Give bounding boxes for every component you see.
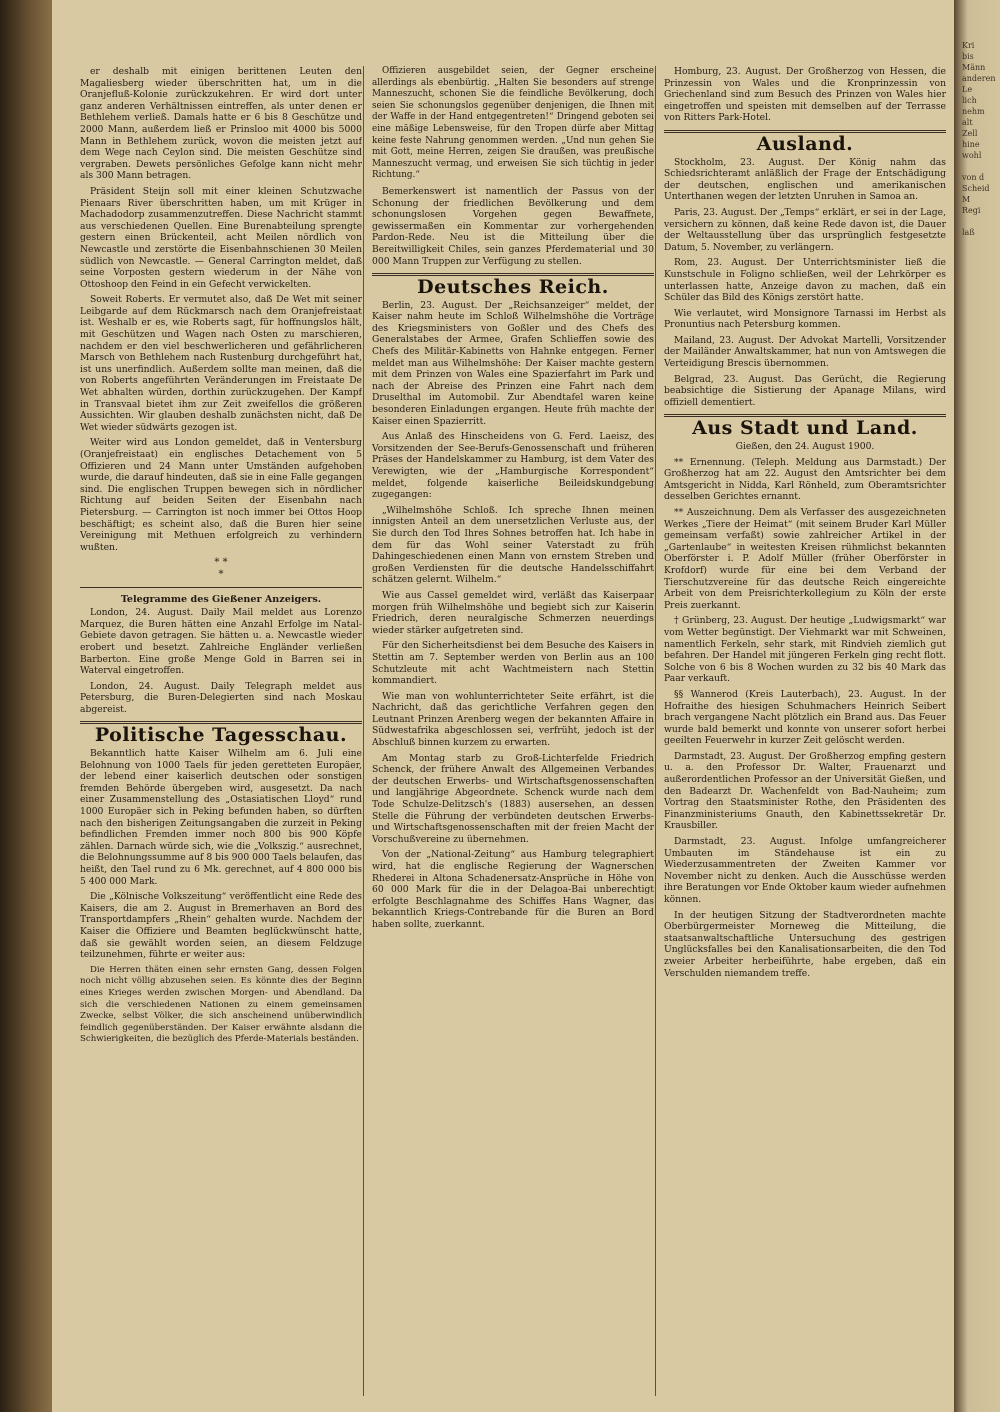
article-paragraph: Bemerkenswert ist namentlich der Passus von der Schonung der friedlichen Bevölkerung und dem schonungslosen Vorgehen gegen Bewaffnete, gewissermaßen ein Kommentar zur vorhergehenden Pardon-Rede. Neu ist die Mitteilung über die Bereitwilligkeit Chiles, sein ganzes Pferdematerial und 30 000 Mann Truppen zur Verfügung zu stellen. [372,185,654,267]
telegram-heading: Telegramme des Gießener Anzeigers. [120,593,322,605]
column-1 [80,66,362,1396]
article-paragraph: Präsident Steijn soll mit einer kleinen Schutzwache Pienaars River überschritten haben, um mit Krüger in Machadodorp zusammenzutreffen. Diese Nachricht stammt aus verschiedenen Quellen. Eine Burenabteilung sprengte gestern einen Brückenteil, acht Meilen nördlich von Newcastle und zerstörte die Eisenbahnschienen 30 Meilen südlich von Newcastle. — General Carrington meldet, daß seine Vorposten gestern wiederum in der Nähe von Ottoshoop den Feind in ein Gefecht verwickelten. [80,185,362,290]
newspaper-page [52,0,954,1412]
article-paragraph: Belgrad, 23. August. Das Gerücht, die Regierung beabsichtige die Sistierung der Apanage Milans, wird offiziell dementiert. [664,373,946,408]
article-paragraph: ** Auszeichnung. Dem als Verfasser des ausgezeichneten Werkes „Tiere der Heimat“ (mit seinem Bruder Karl Müller gemeinsam verfaßt) sowie zahlreicher Artikel in der „Gartenlaube“ in weitesten Kreisen rühmlichst bekannten Oberförster i. P. Adolf Müller (früher Oberförster in Krofdorf) wurde für eine bei dem Verband der Tierschutzvereine für das deutsche Reich eingereichte Arbeit von dem Preisrichterkollegium zu Köln der erste Preis zuerkannt. [664,507,946,611]
column-divider [655,66,656,1396]
article-paragraph: Homburg, 23. August. Der Großherzog von Hessen, die Prinzessin von Wales und die Kronprinzessin von Griechenland sind zum Besuch des Prinzen von Wales hier eingetroffen und speisten mit demselben auf der Terrasse von Ritters Park-Hotel. [664,66,946,124]
article-paragraph: er deshalb mit einigen berittenen Leuten den Magaliesberg wieder überschritten hat, um in die Oranjefluß-Kolonie zurückzukehren. Er wird dort unter ganz anderen Verhältnissen eintreffen, als unter denen er Bethlehem verließ. Damals hatte er 6 bis 8 Geschütze und 2000 Mann, außerdem ließ er Prinsloo mit 4000 bis 5000 Mann in Bethlehem zurück, wovon die meisten jetzt auf dem Wege nach Ceylon sind. Die meisten Geschütze sind vergraben. Dewets persönliches Gefolge kann nicht mehr als 300 Mann betragen. [80,66,362,182]
article-paragraph: Wie man von wohlunterrichteter Seite erfährt, ist die Nachricht, daß das gerichtliche Verfahren gegen den Leutnant Prinzen Arenberg wegen der bekannten Affaire in Südwestafrika abgeschlossen sei, verfrüht, jedoch ist der Abschluß binnen kurzem zu erwarten. [372,690,654,749]
article-paragraph: Rom, 23. August. Der Unterrichtsminister ließ die Kunstschule in Foligno schließen, weil der Lehrkörper es unterlassen hatte, Anzeige davon zu machen, daß ein Schüler das Bild des Königs zerstört hatte. [664,257,946,304]
article-paragraph: Am Montag starb zu Groß-Lichterfelde Friedrich Schenck, der frühere Anwalt des Allgemeinen Verbandes der deutschen Erwerbs- und Wirtschaftsgenossenschaften und langjährige Abgeordnete. Schenck wurde nach dem Tode Schulze-Delitzsch's (1883) ausersehen, an dessen Stelle die Führung der verbündeten deutschen Erwerbs- und Wirtschaftsgenossenschaften mit der freien Macht der Vorschußvereine zu übernehmen. [372,752,654,845]
article-paragraph: ** Ernennung. (Teleph. Meldung aus Darmstadt.) Der Großherzog hat am 22. August den Amtsrichter bei dem Amtsgericht in Nidda, Karl Rönheld, zum Oberamtsrichter desselben Gerichtes ernannt. [664,456,946,503]
article-paragraph: §§ Wannerod (Kreis Lauterbach), 23. August. In der Hofraithe des hiesigen Schuhmachers Heinrich Seibert brach vergangene Nacht plötzlich ein Brand aus. Das Feuer wurde bald bemerkt und konnte von unserer sofort herbei geeilten Feuerwehr in kurzer Zeit gelöscht werden. [664,688,946,747]
article-paragraph: Soweit Roberts. Er vermutet also, daß De Wet mit seiner Leibgarde auf dem Rückmarsch nach dem Oranjefreistaat ist. Weshalb er es, wie Roberts sagt, für hoffnungslos hält, mit Geschützen und Wagen nach Osten zu marschieren, nachdem er den viel beschwerlicheren und gefährlicheren Marsch von Bethlehem nach Rustenburg durchgeführt hat, ist uns unerfindlich. Außerdem sollte man meinen, daß die von Roberts angeführten Veränderungen im Freistaate De Wet abhalten würden, dorthin zurückzugehen. Der Kampf in Transvaal bietet ihm zur Zeit zweifellos die größeren Aussichten. Wir glauben deshalb zunächsten nicht, daß De Wet wieder südwärts gezogen ist. [80,294,362,433]
article-paragraph: Die Herren thäten einen sehr ernsten Gang, dessen Folgen noch nicht völlig abzusehen seien. Es könnte dies der Beginn eines Krieges werden zwischen Morgen- und Abendland. Da sich die verschiedenen Nationen zu einem gemeinsamen Zwecke, selbst Völker, die sich anscheinend unüberwindlich feindlich gegenüberständen. Der Kaiser erwähnte alsdann die Schwierigkeiten, die bezüglich des Pferde-Materials beständen. [80,964,362,1045]
telegram-item: London, 24. August. Daily Telegraph meldet aus Petersburg, die Buren-Delegierten sind nach Moskau abgereist. [80,680,362,715]
article-paragraph: Für den Sicherheitsdienst bei dem Besuche des Kaisers in Stettin am 7. September werden von Berlin aus an 100 Schutzleute mit acht Wachtmeistern nach Stettin kommandiert. [372,640,654,687]
telegram-item: London, 24. August. Daily Mail meldet aus Lorenzo Marquez, die Buren hätten eine Anzahl Erfolge im Natal-Gebiete davon getragen. Sie hätten u. a. Newcastle wieder erobert und besetzt. Zahlreiche Engländer verließen Barberton. Eine große Menge Gold in Barren sei in Waterval eingetroffen. [80,607,362,677]
edge-text-fragment: Kri bis Männ anderen Le lich nehm alt Zell hine wohl von d Scheid M Regi laß [962,41,996,237]
article-paragraph: Weiter wird aus London gemeldet, daß in Ventersburg (Oranjefreistaat) ein englisches Detachement von 5 Offizieren und 24 Mann unter Umständen aufgehoben wurde, die darauf hindeuten, daß sie in eine Falle gegangen sind. Die englischen Truppen bewegen sich in nördlicher Richtung auf beiden Seiten der Eisenbahn nach Pietersburg. — Carrington ist noch immer bei Ottos Hoop beschäftigt; es scheint also, daß die Buren hier seine Vereinigung mit Methuen erfolgreich zu verhindern wußten. [80,437,362,553]
article-paragraph: Bekanntlich hatte Kaiser Wilhelm am 6. Juli eine Belohnung von 1000 Taels für jeden geretteten Europäer, der lebend einer kaiserlich deutschen oder sonstigen fremden Behörde übergeben wird, ausgesetzt. Da nach einer Zusammenstellung des „Ostasiatischen Lloyd“ rund 1000 Europäer sich in Peking befunden haben, so dürften nach den bisherigen Zeitungsangaben die zurzeit in Peking befindlichen Fremden immer noch 800 bis 900 Köpfe zählen. Darnach würde sich, wie die „Volkszig.“ ausrechnet, die Belohnungssumme auf 8 bis 900 000 Taels belaufen, das heißt, den Tael rund zu 6 Mk. gerechnet, auf 4 800 000 bis 5 400 000 Mark. [80,748,362,887]
article-paragraph: Aus Anlaß des Hinscheidens von G. Ferd. Laeisz, des Vorsitzenden der See-Berufs-Genossenschaft und früheren Präses der Handelskammer zu Hamburg, ist dem Vater des Verewigten, wie der „Hamburgische Korrespondent“ meldet, folgende kaiserliche Beileidskundgebung zugegangen: [372,431,654,501]
adjacent-page-edge [954,0,1000,1412]
article-paragraph: Paris, 23. August. Der „Temps“ erklärt, er sei in der Lage, versichern zu können, daß keine Rede davon ist, die Dauer der Weltausstellung über das ursprünglich festgesetzte Datum, 5. November, zu verlängern. [664,206,946,253]
section-title-ausland: Ausland. [756,132,854,155]
article-paragraph: Die „Kölnische Volkszeitung“ veröffentlicht eine Rede des Kaisers, die am 2. August in Bremerhaven an Bord des Transportdampfers „Rhein“ gehalten wurde. Nachdem der Kaiser die Offiziere und Beamten beglückwünscht hatte, daß sie gewählt worden seien, an diesem Feldzuge teilzunehmen, führte er weiter aus: [80,891,362,961]
article-paragraph: Darmstadt, 23. August. Infolge umfangreicherer Umbauten im Ständehause ist ein zu Wiederzusammentreten der Zweiten Kammer vor November nicht zu denken. Auch die Ausschüsse werden ihre Beratungen vor Ende Oktober kaum wieder aufnehmen können. [664,836,946,905]
section-title-politics: Politische Tagesschau. [94,724,348,747]
book-binding [0,0,52,1412]
section-rule [80,587,362,588]
article-paragraph: † Grünberg, 23. August. Der heutige „Ludwigsmarkt“ war vom Wetter begünstigt. Der Viehmarkt war mit Schweinen, namentlich Ferkeln, sehr stark, mit Rindvieh ziemlich gut befahren. Der Handel mit jüngeren Ferkeln ging recht flott. Solche von 6 bis 8 Wochen wurden zu 32 bis 40 Mark das Paar verkauft. [664,615,946,685]
column-2 [372,66,654,1396]
section-title-reich: Deutsches Reich. [417,276,609,299]
article-paragraph: Von der „National-Zeitung“ aus Hamburg telegraphiert wird, hat die englische Regierung der Wagnerschen Rhederei in Altona Schadenersatz-Ansprüche in Höhe von 60 000 Mark für die in der Delagoa-Bai unberechtigt erfolgte Beschlagnahme des Schiffes Hans Wagner, das bekanntlich Kriegs-Contrebande für die Buren an Bord haben sollte, zuerkannt. [372,849,654,930]
section-stars: * * * [214,557,228,580]
article-paragraph: Darmstadt, 23. August. Der Großherzog empfing gestern u. a. den Professor Dr. Walter, Frauenarzt und außerordentlichen Professor an der Universität Gießen, und den Badearzt Dr. Wachenfeldt von Bad-Nauheim; zum Vortrag den Staatsminister Rothe, den Präsidenten des Finanzministeriums Gnauth, den Kabinettssekretär Dr. Krausbiller. [664,750,946,832]
article-paragraph: In der heutigen Sitzung der Stadtverordneten machte Oberbürgermeister Morneweg die Mitteilung, die staatsanwaltschaftliche Untersuchung des gestrigen Unglücksfalles bei den Kanalisationsarbeiten, die den Tod zweier Arbeiter herbeiführte, habe ergeben, daß ein Verschulden niemandem treffe. [664,909,946,979]
dateline: Gießen, den 24. August 1900. [735,441,875,453]
article-paragraph: Stockholm, 23. August. Der König nahm das Schiedsrichteramt anläßlich der Frage der Entschädigung der deutschen, englischen und amerikanischen Unterthanen wegen der letzten Unruhen in Samoa an. [664,156,946,203]
column-divider [363,66,364,1396]
article-paragraph: Offizieren ausgebildet seien, der Gegner erscheine allerdings als ebenbürtig. „Halten Sie besonders auf strenge Manneszucht, schonen Sie die feindliche Bevölkerung, doch seien Sie schonungslos gegenüber denjenigen, die Ihnen mit der Waffe in der Hand entgegentreten!“ Dringend geboten sei eine mäßige Lebensweise, für den Tropen dürfe aber Mittag keine feste Nahrung genommen werden. „Und nun gehen Sie mit Gott, meine Herren, zeigen Sie draußen, was preußische Manneszucht vermag, und erweisen Sie sich tüchtig in jeder Richtung.“ [372,66,654,181]
article-paragraph: Wie verlautet, wird Monsignore Tarnassi im Herbst als Pronuntius nach Petersburg kommen. [664,307,946,331]
column-3 [664,66,946,1396]
article-paragraph: Mailand, 23. August. Der Advokat Martelli, Vorsitzender der Mailänder Anwaltskammer, hat nun von Amtswegen die Verteidigung Brescis übernommen. [664,334,946,370]
article-paragraph: Berlin, 23. August. Der „Reichsanzeiger“ meldet, der Kaiser nahm heute im Schloß Wilhelmshöhe die Vorträge des Kriegsministers von Goßler und des Chefs des Generalstabes der Armee, Grafen Schlieffen sowie des Chefs des Militär-Kabinetts von Hahnke entgegen. Ferner meldet man aus Wilhelmshöhe: Der Kaiser machte gestern mit dem Prinzen von Wales eine Spazierfahrt im Park und nach der Abreise des Prinzen eine Fahrt nach dem Druselthal im Automobil. Zur Abendtafel waren keine besonderen Einladungen ergangen. Heute früh machte der Kaiser einen Spazierritt. [372,299,654,427]
article-paragraph: Wie aus Cassel gemeldet wird, verläßt das Kaiserpaar morgen früh Wilhelmshöhe und begiebt sich zur Kaiserin Friedrich, deren neuralgische Schmerzen neuerdings wieder stärker aufgetreten sind. [372,589,654,636]
section-title-stadt: Aus Stadt und Land. [692,417,918,440]
article-paragraph: „Wilhelmshöhe Schloß. Ich spreche Ihnen meinen innigsten Anteil an dem unersetzlichen Verluste aus, der Sie durch den Tod Ihres Sohnes betroffen hat. Ich habe in dem für das Wohl seiner Vaterstadt zu früh Dahingeschiedenen einen Mann von ernstem Streben und großen Verdiensten für die deutsche Handelsschiffahrt schätzen gelernt. Wilhelm.“ [372,504,654,586]
